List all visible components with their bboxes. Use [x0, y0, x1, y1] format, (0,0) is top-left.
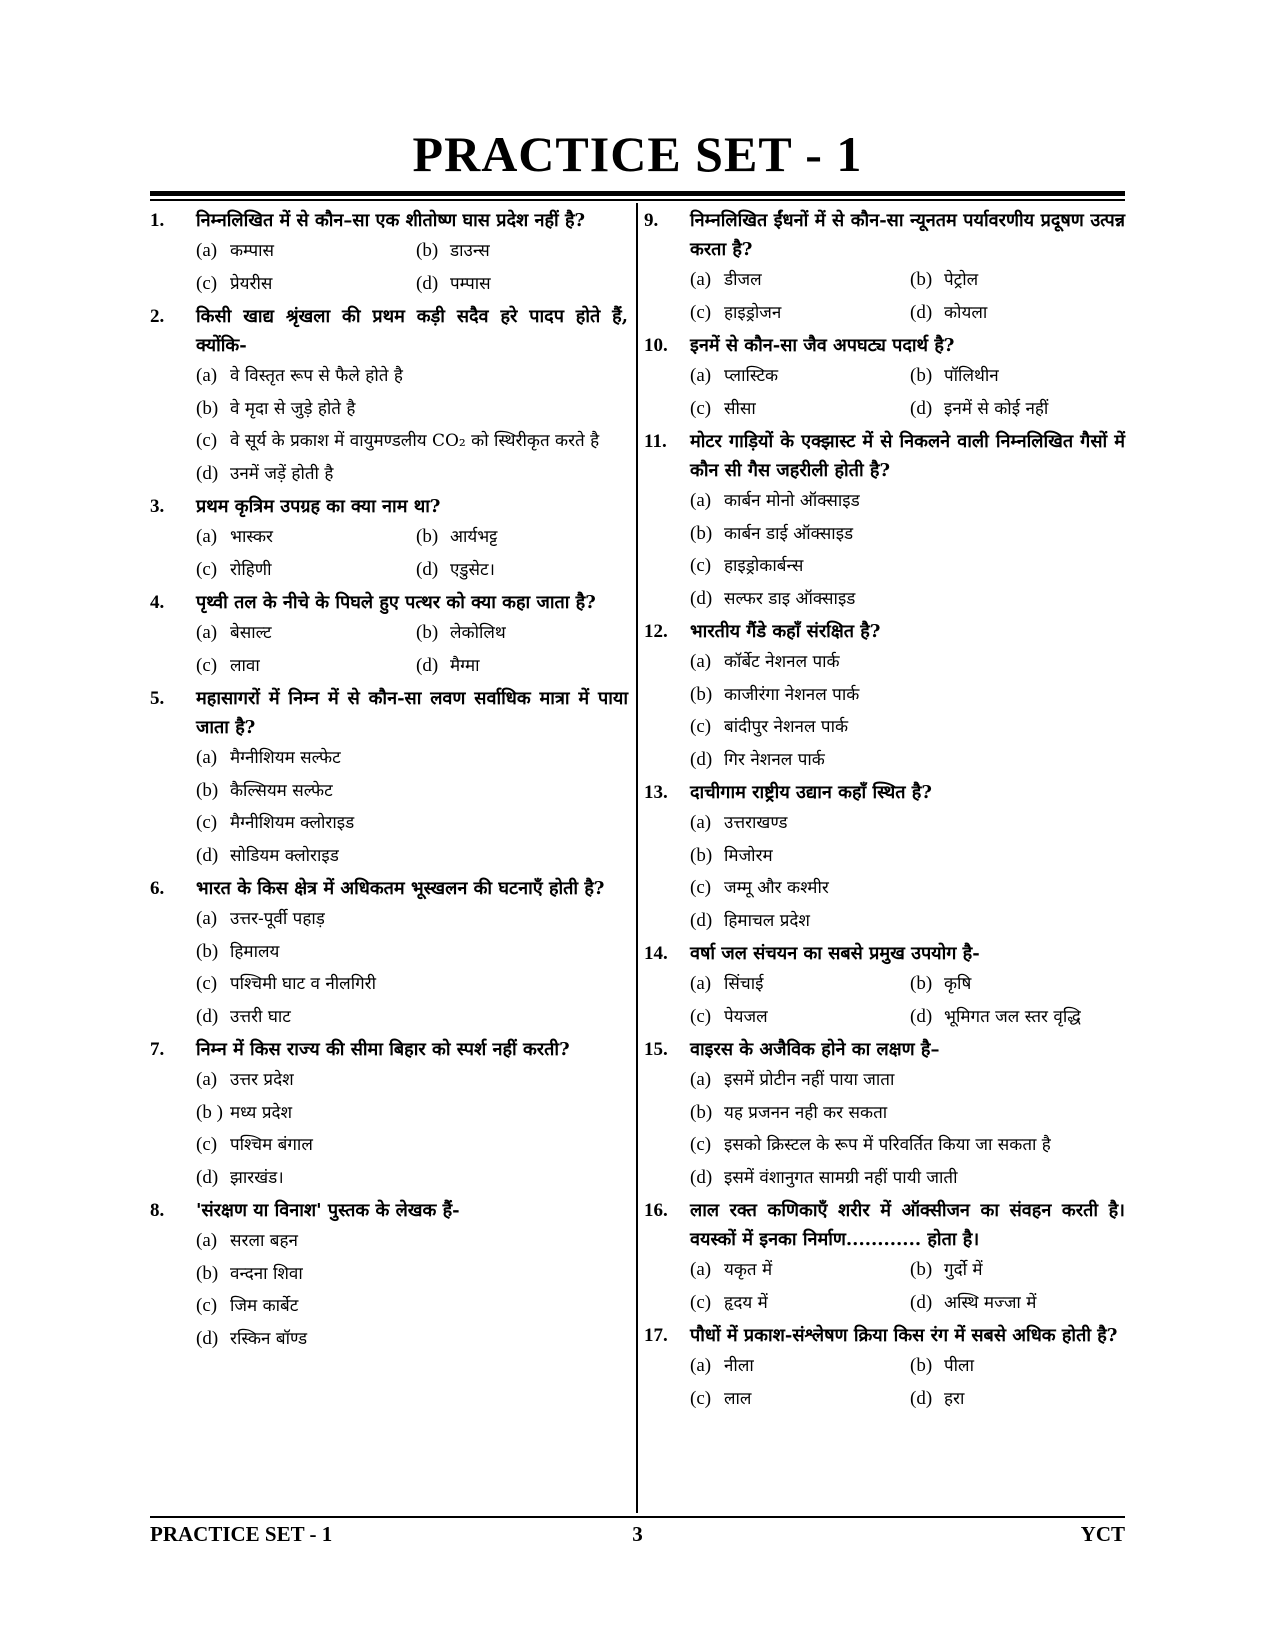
option-item: [196, 235, 416, 268]
option-text: जिम कार्बेट: [230, 1296, 299, 1316]
option-text: लाल: [724, 1388, 752, 1409]
option-item: [910, 393, 1125, 426]
option-label: (a): [690, 490, 712, 511]
option-label: (b): [416, 240, 439, 261]
option-text: रोहिणी: [230, 559, 272, 580]
question-number: 14.: [644, 943, 668, 964]
question-text: लाल रक्त कणिकाएँ शरीर में ऑक्सीजन का संवहन करती है। वयस्कों में इनका निर्माण............ होता है।: [690, 1200, 1125, 1250]
question-header: [150, 1196, 628, 1225]
option-text: कार्बन मोनो ऑक्साइड: [724, 491, 860, 511]
option-label: (b): [910, 1259, 933, 1280]
option-item: [690, 393, 910, 426]
options-list: [150, 617, 628, 682]
option-item: [910, 360, 1125, 393]
options-list: [644, 807, 1125, 937]
question-text: निम्न में किस राज्य की सीमा बिहार को स्पर्श नहीं करती?: [196, 1039, 570, 1060]
option-label: (c): [196, 1134, 218, 1155]
option-label: (d): [910, 1005, 933, 1027]
option-label: (c): [690, 301, 712, 323]
option-text: इनमें से कोई नहीं: [944, 398, 1049, 419]
option-text: पीला: [944, 1356, 974, 1376]
question-item: [644, 617, 1125, 776]
option-text: इसमें प्रोटीन नहीं पाया जाता: [724, 1070, 895, 1090]
option-label: (a): [196, 1230, 218, 1251]
question-item: [644, 427, 1125, 615]
question-item: [150, 1035, 628, 1194]
left-column: [150, 206, 628, 1357]
question-header: [644, 206, 1125, 264]
option-text: पश्चिम बंगाल: [230, 1135, 313, 1155]
option-item: [910, 264, 1125, 297]
option-label: (b): [910, 365, 933, 386]
option-label: (c): [690, 716, 712, 737]
option-item: [690, 1097, 1125, 1130]
option-text: भूमिगत जल स्तर वृद्धि: [944, 1006, 1081, 1027]
page-title: PRACTICE SET - 1: [412, 126, 863, 182]
option-text: अस्थि मज्जा में: [944, 1292, 1037, 1313]
title-rule-thick: [150, 191, 1125, 196]
question-item: [644, 1035, 1125, 1194]
question-text: 'संरक्षण या विनाश' पुस्तक के लेखक हैं-: [196, 1200, 460, 1221]
question-header: [644, 1321, 1125, 1350]
option-text: सल्फर डाइ ऑक्साइड: [724, 588, 856, 609]
option-item: [690, 1350, 910, 1383]
option-text: मध्य प्रदेश: [230, 1102, 293, 1123]
option-text: हाइड्रोजन: [724, 302, 782, 323]
option-item: [690, 1162, 1125, 1195]
question-number: 3.: [150, 496, 165, 517]
question-header: [644, 331, 1125, 360]
option-label: (c): [690, 1134, 712, 1155]
option-text: सरला बहन: [230, 1231, 298, 1251]
option-item: [690, 360, 910, 393]
option-text: एडुसेट।: [450, 559, 495, 580]
question-number: 10.: [644, 335, 668, 356]
option-text: वन्दना शिवा: [230, 1263, 303, 1284]
question-text: प्रथम कृत्रिम उपग्रह का क्या नाम था?: [196, 496, 441, 517]
question-number: 5.: [150, 688, 165, 709]
question-text: दाचीगाम राष्ट्रीय उद्यान कहाँ स्थित है?: [690, 782, 932, 803]
option-label: (d): [910, 1387, 933, 1409]
option-label: (b): [690, 522, 713, 544]
question-number: 9.: [644, 210, 659, 231]
option-item: [196, 1225, 628, 1258]
options-list: [644, 360, 1125, 425]
option-text: कॉर्बेट नेशनल पार्क: [724, 652, 840, 672]
option-item: [690, 1383, 910, 1416]
option-text: भास्कर: [230, 527, 273, 547]
option-item: [416, 650, 628, 683]
question-item: [150, 302, 628, 490]
question-number: 8.: [150, 1200, 165, 1221]
option-text: पेयजल: [724, 1006, 768, 1027]
option-text: कृषि: [944, 974, 972, 994]
option-label: (b): [690, 1101, 713, 1123]
question-number: 11.: [644, 431, 667, 452]
option-item: [416, 235, 628, 268]
option-text: सीसा: [724, 398, 756, 419]
option-text: हिमाचल प्रदेश: [724, 910, 810, 931]
option-label: (d): [690, 748, 713, 770]
option-text: लेकोलिथ: [450, 623, 506, 643]
option-item: [416, 554, 628, 587]
options-list: [150, 521, 628, 586]
options-list: [644, 1350, 1125, 1415]
question-number: 7.: [150, 1039, 165, 1060]
option-label: (a): [196, 747, 218, 768]
option-label: (b): [690, 844, 713, 866]
option-item: [196, 393, 628, 426]
option-text: जम्मू और कश्मीर: [724, 878, 829, 898]
question-header: [644, 427, 1125, 485]
option-item: [910, 968, 1125, 1001]
option-item: [690, 840, 1125, 873]
question-number: 16.: [644, 1200, 668, 1221]
option-text: पश्चिमी घाट व नीलगिरी: [230, 974, 377, 994]
option-item: [196, 1162, 628, 1195]
option-item: [690, 550, 1125, 583]
option-item: [690, 1287, 910, 1320]
question-header: [150, 302, 628, 360]
option-label: (b): [196, 397, 219, 419]
option-item: [910, 297, 1125, 330]
options-list: [644, 485, 1125, 615]
option-item: [196, 1064, 628, 1097]
option-label: (d): [416, 654, 439, 676]
option-item: [690, 968, 910, 1001]
option-label: (c): [196, 558, 218, 580]
options-list: [150, 360, 628, 490]
question-item: [644, 1321, 1125, 1415]
option-text: कार्बन डाई ऑक्साइड: [724, 523, 854, 544]
option-label: (d): [910, 1291, 933, 1313]
option-item: [196, 617, 416, 650]
question-item: [150, 206, 628, 300]
option-label: (d): [196, 1327, 219, 1349]
option-item: [196, 650, 416, 683]
options-list: [644, 1254, 1125, 1319]
option-text: बेसाल्ट: [230, 623, 272, 643]
options-list: [644, 264, 1125, 329]
option-label: (d): [910, 301, 933, 323]
options-list: [150, 1064, 628, 1194]
question-header: [150, 206, 628, 235]
footer-publisher: YCT: [1080, 1522, 1125, 1546]
option-label: (d): [690, 909, 713, 931]
option-item: [910, 1383, 1125, 1416]
option-item: [196, 268, 416, 301]
question-header: [150, 492, 628, 521]
option-item: [196, 903, 628, 936]
question-number: 15.: [644, 1039, 668, 1060]
option-text: उत्तर प्रदेश: [230, 1070, 294, 1090]
option-item: [690, 679, 1125, 712]
option-item: [196, 1323, 628, 1356]
option-text: प्रेयरीस: [230, 273, 273, 294]
option-text: कोयला: [944, 302, 988, 323]
option-item: [910, 1287, 1125, 1320]
option-text: कैल्सियम सल्फेट: [230, 780, 333, 801]
option-item: [196, 968, 628, 1001]
option-item: [690, 518, 1125, 551]
options-list: [150, 235, 628, 300]
option-text: आर्यभट्ट: [450, 527, 498, 547]
question-number: 12.: [644, 621, 668, 642]
option-label: (c): [196, 1295, 218, 1316]
option-label: (b): [416, 526, 439, 547]
option-item: [196, 1001, 628, 1034]
question-number: 6.: [150, 878, 165, 899]
question-text: निम्नलिखित में से कौन–सा एक शीतोष्ण घास प्रदेश नहीं है?: [196, 210, 586, 231]
option-item: [196, 807, 628, 840]
option-text: इसको क्रिस्टल के रूप में परिवर्तित किया जा सकता है: [724, 1135, 1051, 1155]
option-text: नीला: [724, 1356, 754, 1376]
option-label: (b): [196, 1262, 219, 1284]
option-label: (d): [196, 844, 219, 866]
question-item: [150, 684, 628, 872]
option-text: मैग्नीशियम सल्फेट: [230, 748, 341, 768]
question-item: [644, 939, 1125, 1033]
question-item: [644, 1196, 1125, 1319]
option-text: उनमें जड़ें होती है: [230, 463, 334, 484]
question-text: भारतीय गैंडे कहाँ संरक्षित है?: [690, 621, 881, 642]
option-item: [910, 1001, 1125, 1034]
option-text: गुर्दो में: [944, 1260, 983, 1280]
option-text: इसमें वंशानुगत सामग्री नहीं पायी जाती: [724, 1167, 958, 1188]
question-text: किसी खाद्य श्रृंखला की प्रथम कड़ी सदैव हरे पादप होते हैं, क्योंकि-: [196, 306, 628, 356]
option-label: (d): [690, 1166, 713, 1188]
option-item: [690, 711, 1125, 744]
question-number: 13.: [644, 782, 668, 803]
question-header: [644, 778, 1125, 807]
options-list: [644, 646, 1125, 776]
option-item: [416, 521, 628, 554]
question-number: 1.: [150, 210, 165, 231]
right-column: [644, 206, 1125, 1417]
option-text: प्लास्टिक: [724, 366, 779, 386]
option-label: (d): [416, 272, 439, 294]
question-number: 2.: [150, 306, 165, 327]
option-label: (a): [196, 240, 218, 261]
options-list: [150, 1225, 628, 1355]
option-item: [910, 1350, 1125, 1383]
option-label: (a): [690, 812, 712, 833]
option-item: [690, 1064, 1125, 1097]
option-item: [690, 1254, 910, 1287]
question-text: भारत के किस क्षेत्र में अधिकतम भूस्खलन की घटनाएँ होती है?: [196, 878, 605, 899]
option-label: (c): [196, 654, 218, 676]
option-text: हाइड्रोकार्बन्स: [724, 556, 804, 576]
option-text: झारखंड।: [230, 1167, 284, 1188]
option-item: [690, 583, 1125, 616]
option-label: (c): [690, 877, 712, 898]
option-label: (c): [690, 1005, 712, 1027]
option-item: [196, 775, 628, 808]
option-label: (d): [690, 587, 713, 609]
option-label: (a): [196, 1069, 218, 1090]
option-label: (b ): [196, 1101, 223, 1123]
option-text: हरा: [944, 1388, 965, 1409]
question-text: महासागरों में निम्न में से कौन-सा लवण सर्वाधिक मात्रा में पाया जाता है?: [196, 688, 628, 738]
option-item: [196, 521, 416, 554]
question-header: [150, 684, 628, 742]
question-header: [644, 1035, 1125, 1064]
option-label: (b): [910, 1355, 933, 1376]
question-header: [644, 939, 1125, 968]
option-item: [196, 1258, 628, 1291]
option-label: (a): [196, 526, 218, 547]
option-item: [196, 840, 628, 873]
options-list: [644, 1064, 1125, 1194]
option-item: [690, 807, 1125, 840]
option-item: [690, 485, 1125, 518]
option-label: (d): [416, 558, 439, 580]
option-item: [196, 458, 628, 491]
option-item: [690, 1001, 910, 1034]
option-item: [690, 872, 1125, 905]
option-text: हृदय में: [724, 1292, 768, 1313]
option-item: [690, 297, 910, 330]
option-label: (c): [690, 1387, 712, 1409]
question-text: मोटर गाड़ियों के एक्झास्ट में से निकलने वाली निम्नलिखित गैसों में कौन सी गैस जहरीली होती है?: [690, 431, 1125, 481]
options-list: [150, 742, 628, 872]
footer-rule: [150, 1516, 1125, 1518]
option-label: (a): [690, 1259, 712, 1280]
option-item: [690, 1129, 1125, 1162]
option-label: (a): [196, 365, 218, 386]
option-text: उत्तरी घाट: [230, 1006, 291, 1027]
option-item: [196, 554, 416, 587]
option-label: (c): [196, 973, 218, 994]
footer-set-label: PRACTICE SET - 1: [150, 1522, 333, 1546]
option-text: लावा: [230, 655, 260, 676]
question-item: [150, 492, 628, 586]
option-item: [910, 1254, 1125, 1287]
option-text: हिमालय: [230, 941, 280, 962]
option-item: [690, 905, 1125, 938]
option-text: सिंचाई: [724, 974, 764, 994]
question-text: इनमें से कौन-सा जैव अपघट्य पदार्थ है?: [690, 335, 955, 356]
options-list: [150, 903, 628, 1033]
option-label: (d): [196, 1166, 219, 1188]
option-text: मैग्मा: [450, 655, 480, 676]
option-text: वे सूर्य के प्रकाश में वायुमण्डलीय CO₂ को स्थिरीकृत करते है: [230, 431, 600, 451]
option-text: डीजल: [724, 270, 762, 290]
option-item: [416, 268, 628, 301]
option-text: गिर नेशनल पार्क: [724, 749, 825, 770]
question-header: [150, 588, 628, 617]
option-label: (c): [196, 430, 218, 451]
option-text: मिजोरम: [724, 845, 773, 866]
option-item: [416, 617, 628, 650]
option-item: [690, 264, 910, 297]
option-label: (a): [690, 651, 712, 672]
question-header: [150, 1035, 628, 1064]
option-label: (a): [196, 908, 218, 929]
option-label: (a): [690, 365, 712, 386]
option-item: [196, 1129, 628, 1162]
option-label: (a): [690, 1355, 712, 1376]
option-text: यकृत में: [724, 1260, 773, 1280]
option-item: [196, 425, 628, 458]
option-text: वे मृदा से जुड़े होते है: [230, 398, 356, 419]
option-text: मैग्नीशियम क्लोराइड: [230, 813, 355, 833]
option-label: (a): [690, 1069, 712, 1090]
question-item: [644, 778, 1125, 937]
option-text: उत्तराखण्ड: [724, 813, 788, 833]
option-label: (a): [690, 269, 712, 290]
question-text: वर्षा जल संचयन का सबसे प्रमुख उपयोग है-: [690, 943, 980, 964]
option-text: सोडियम क्लोराइड: [230, 845, 339, 866]
option-item: [690, 646, 1125, 679]
option-label: (d): [910, 397, 933, 419]
option-item: [196, 936, 628, 969]
footer-page-number: 3: [632, 1522, 643, 1546]
question-item: [150, 874, 628, 1033]
options-list: [644, 968, 1125, 1033]
question-item: [150, 1196, 628, 1355]
option-text: वे विस्तृत रूप से फैले होते है: [230, 366, 403, 386]
option-text: बांदीपुर नेशनल पार्क: [724, 717, 849, 737]
option-text: उत्तर-पूर्वी पहाड़: [230, 909, 325, 929]
question-text: पौधों में प्रकाश-संश्लेषण क्रिया किस रंग में सबसे अधिक होती है?: [690, 1325, 1118, 1346]
option-label: (b): [416, 622, 439, 643]
question-item: [644, 331, 1125, 425]
column-divider: [636, 203, 638, 1513]
option-item: [196, 742, 628, 775]
option-item: [690, 744, 1125, 777]
question-header: [150, 874, 628, 903]
option-text: रस्किन बॉण्ड: [230, 1328, 308, 1349]
question-text: पृथ्वी तल के नीचे के पिघले हुए पत्थर को क्या कहा जाता है?: [196, 592, 596, 613]
title-rule-thin: [150, 199, 1125, 201]
option-text: डाउन्स: [450, 241, 490, 261]
question-item: [644, 206, 1125, 329]
option-text: पेट्रोल: [944, 270, 979, 290]
option-label: (b): [910, 269, 933, 290]
option-label: (a): [690, 973, 712, 994]
option-text: कम्पास: [230, 241, 275, 261]
option-label: (b): [910, 973, 933, 994]
option-label: (c): [690, 397, 712, 419]
option-label: (a): [196, 622, 218, 643]
question-number: 4.: [150, 592, 165, 613]
option-label: (b): [690, 683, 713, 705]
option-label: (c): [690, 1291, 712, 1313]
option-label: (b): [196, 779, 219, 801]
question-header: [644, 617, 1125, 646]
question-text: निम्नलिखित ईंधनों में से कौन-सा न्यूनतम पर्यावरणीय प्रदूषण उत्पन्न करता है?: [690, 210, 1125, 260]
option-label: (d): [196, 1005, 219, 1027]
option-text: यह प्रजनन नही कर सकता: [724, 1102, 888, 1123]
question-header: [644, 1196, 1125, 1254]
option-text: पम्पास: [450, 273, 491, 294]
option-item: [196, 1290, 628, 1323]
option-label: (c): [196, 272, 218, 294]
question-text: वाइरस के अजैविक होने का लक्षण है–: [690, 1039, 940, 1060]
option-text: काजीरंगा नेशनल पार्क: [724, 684, 860, 705]
option-item: [196, 360, 628, 393]
option-text: पॉलिथीन: [944, 366, 999, 386]
option-item: [196, 1097, 628, 1130]
option-label: (d): [196, 462, 219, 484]
question-number: 17.: [644, 1325, 668, 1346]
option-label: (b): [196, 940, 219, 962]
option-label: (c): [690, 555, 712, 576]
option-label: (c): [196, 812, 218, 833]
question-item: [150, 588, 628, 682]
